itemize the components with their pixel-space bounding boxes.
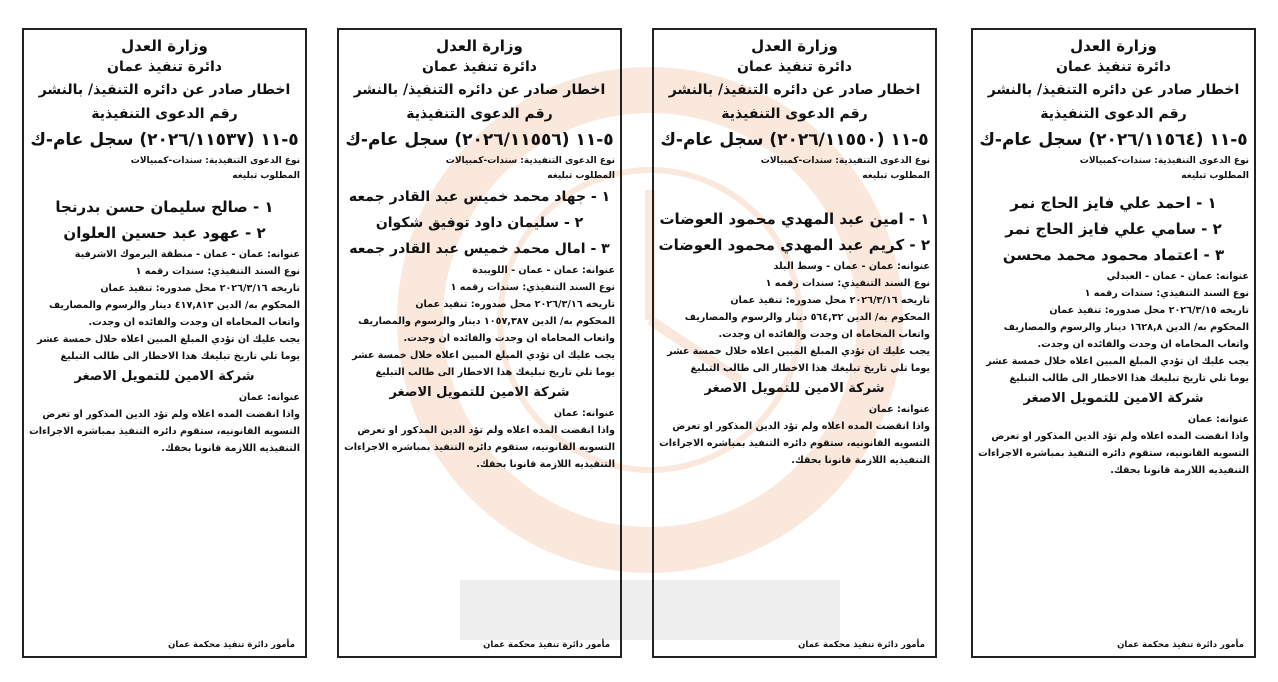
department-heading: دائرة تنفيذ عمان [737, 59, 852, 75]
warning: واذا انقضت المده اعلاه ولم تؤد الدين المذكور او تعرض التسويه القانونيه، ستقوم دائره التنفيذ بمباشره الاجراءات التنفيذيه اللازمة قانونا بحقك. [659, 421, 930, 466]
case-type: نوع الدعوى التنفيذية: سندات-كمبيالات [130, 156, 300, 166]
case-number: ٥-١١ (٢٠٢٦/١١٥٥٠) سجل عام-ك [660, 130, 929, 150]
case-label: رقم الدعوى التنفيذية [91, 106, 238, 122]
date-place: تاريخه ٢٠٢٦/٣/١٦ محل صدوره: تنفيذ عمان [730, 295, 930, 306]
company-name: شركة الامين للتمويل الاصغر [74, 369, 255, 384]
case-type: نوع الدعوى التنفيذية: سندات-كمبيالات [760, 156, 930, 166]
warning: واذا انقضت المده اعلاه ولم تؤد الدين المذكور او تعرض التسويه القانونيه، ستقوم دائره التنفيذ بمباشره الاجراءات التنفيذيه اللازمة قانونا بحقك. [344, 425, 615, 470]
address: عنوانه: عمان - عمان - وسط البلد [773, 261, 930, 272]
company-address: عنوانه: عمان [553, 408, 615, 419]
bond-type: نوع السند التنفيذي: سندات رقمه ١ [450, 282, 615, 293]
to-notify-label: المطلوب تبليغه [862, 171, 930, 181]
case-label: رقم الدعوى التنفيذية [406, 106, 553, 122]
to-notify-label: المطلوب تبليغه [1181, 171, 1249, 181]
to-notify-label: المطلوب تبليغه [232, 171, 300, 181]
case-number: ٥-١١ (٢٠٢٦/١١٥٣٧) سجل عام-ك [30, 130, 299, 150]
notice-card [337, 28, 622, 658]
party-name: ٣ - امال محمد خميس عبد القادر جمعه [349, 241, 610, 257]
case-label: رقم الدعوى التنفيذية [1040, 106, 1187, 122]
party-name: ١ - امين عبد المهدي محمود العوضات [659, 210, 930, 228]
must-pay: يجب عليك ان تؤدي المبلغ المبين اعلاه خلال خمسة عشر يوما تلي تاريخ تبليغك هذا الاخطار الى طالب التبليغ [37, 334, 300, 362]
party-name: ٢ - عهود عبد حسين العلوان [63, 224, 266, 242]
party-name: ٢ - كريم عبد المهدي محمود العوضات [658, 236, 930, 254]
judgment: المحكوم به/ الدين ٤١٧,٨١٣ دينار والرسوم والمصاريف واتعاب المحاماه ان وجدت والفائده ان وجدت. [48, 300, 300, 328]
party-name: ١ - جهاد محمد خميس عبد القادر جمعه [348, 189, 611, 205]
date-place: تاريخه ٢٠٢٦/٣/١٥ محل صدوره: تنفيذ عمان [1049, 305, 1249, 316]
ministry-heading: وزارة العدل [121, 37, 208, 55]
company-name: شركة الامين للتمويل الاصغر [704, 381, 885, 396]
case-type: نوع الدعوى التنفيذية: سندات-كمبيالات [445, 156, 615, 166]
ministry-heading: وزارة العدل [1070, 37, 1157, 55]
ministry-heading: وزارة العدل [751, 37, 838, 55]
must-pay: يجب عليك ان تؤدي المبلغ المبين اعلاه خلال خمسة عشر يوما تلي تاريخ تبليغك هذا الاخطار الى طالب التبليغ [986, 356, 1249, 384]
case-label: رقم الدعوى التنفيذية [721, 106, 868, 122]
address: عنوانه: عمان - عمان - منطقة اليرموك الاشرفية [74, 249, 300, 260]
date-place: تاريخه ٢٠٢٦/٣/١٦ محل صدوره: تنفيذ عمان [100, 283, 300, 294]
party-name: ٣ - اعتماد محمود محمد محسن [1002, 246, 1225, 264]
address: عنوانه: عمان - عمان - اللويبدة [472, 265, 615, 276]
warning: واذا انقضت المده اعلاه ولم تؤد الدين المذكور او تعرض التسويه القانونيه، ستقوم دائره التنفيذ بمباشره الاجراءات التنفيذيه اللازمة قانونا بحقك. [978, 431, 1249, 476]
notice-title: اخطار صادر عن دائره التنفيذ/ بالنشر [668, 82, 921, 98]
notice-card [652, 28, 937, 658]
warning: واذا انقضت المده اعلاه ولم تؤد الدين المذكور او تعرض التسويه القانونيه، ستقوم دائره التنفيذ بمباشره الاجراءات التنفيذيه اللازمة قانونا بحقك. [29, 409, 300, 454]
footer-signature: مأمور دائرة تنفيذ محكمة عمان [1117, 640, 1244, 650]
department-heading: دائرة تنفيذ عمان [1056, 59, 1171, 75]
party-name: ٢ - سليمان داود توفيق شكوان [375, 215, 584, 231]
ministry-heading: وزارة العدل [436, 37, 523, 55]
footer-signature: مأمور دائرة تنفيذ محكمة عمان [168, 640, 295, 650]
bond-type: نوع السند التنفيذي: سندات رقمه ١ [135, 266, 300, 277]
case-number: ٥-١١ (٢٠٢٦/١١٥٥٦) سجل عام-ك [345, 130, 614, 150]
to-notify-label: المطلوب تبليغه [547, 171, 615, 181]
company-address: عنوانه: عمان [1187, 414, 1249, 425]
footer-signature: مأمور دائرة تنفيذ محكمة عمان [798, 640, 925, 650]
must-pay: يجب عليك ان تؤدي المبلغ المبين اعلاه خلال خمسة عشر يوما تلي تاريخ تبليغك هذا الاخطار الى طالب التبليغ [352, 350, 615, 378]
notice-title: اخطار صادر عن دائره التنفيذ/ بالنشر [987, 82, 1240, 98]
judgment: المحكوم به/ الدين ١٠٥٧,٣٨٧ دينار والرسوم والمصاريف واتعاب المحاماه ان وجدت والفائده ان وجدت. [358, 316, 615, 344]
bond-type: نوع السند التنفيذي: سندات رقمه ١ [765, 278, 930, 289]
footer-signature: مأمور دائرة تنفيذ محكمة عمان [483, 640, 610, 650]
notice-card [22, 28, 307, 658]
judgment: المحكوم به/ الدين ١٦٢٨,٨ دينار والرسوم والمصاريف واتعاب المحاماه ان وجدت والفائده ان وجدت. [1003, 322, 1249, 350]
company-name: شركة الامين للتمويل الاصغر [389, 385, 570, 400]
notice-title: اخطار صادر عن دائره التنفيذ/ بالنشر [353, 82, 606, 98]
notice-title: اخطار صادر عن دائره التنفيذ/ بالنشر [38, 82, 291, 98]
bond-type: نوع السند التنفيذي: سندات رقمه ١ [1084, 288, 1249, 299]
address: عنوانه: عمان - عمان - العبدلي [1106, 271, 1249, 282]
date-place: تاريخه ٢٠٢٦/٣/١٦ محل صدوره: تنفيذ عمان [415, 299, 615, 310]
must-pay: يجب عليك ان تؤدي المبلغ المبين اعلاه خلال خمسة عشر يوما تلي تاريخ تبليغك هذا الاخطار الى طالب التبليغ [667, 346, 930, 374]
notice-card [971, 28, 1256, 658]
company-name: شركة الامين للتمويل الاصغر [1023, 391, 1204, 406]
party-name: ٢ - سامي علي فايز الحاج نمر [1005, 220, 1222, 238]
department-heading: دائرة تنفيذ عمان [422, 59, 537, 75]
department-heading: دائرة تنفيذ عمان [107, 59, 222, 75]
case-type: نوع الدعوى التنفيذية: سندات-كمبيالات [1079, 156, 1249, 166]
judgment: المحكوم به/ الدين ٥٦٤,٣٢ دينار والرسوم والمصاريف واتعاب المحاماه ان وجدت والفائده ان وجدت. [684, 312, 930, 340]
company-address: عنوانه: عمان [238, 392, 300, 403]
party-name: ١ - احمد علي فايز الحاج نمر [1010, 194, 1217, 212]
case-number: ٥-١١ (٢٠٢٦/١١٥٦٤) سجل عام-ك [979, 130, 1248, 150]
party-name: ١ - صالح سليمان حسن بدرنجا [55, 198, 274, 216]
company-address: عنوانه: عمان [868, 404, 930, 415]
